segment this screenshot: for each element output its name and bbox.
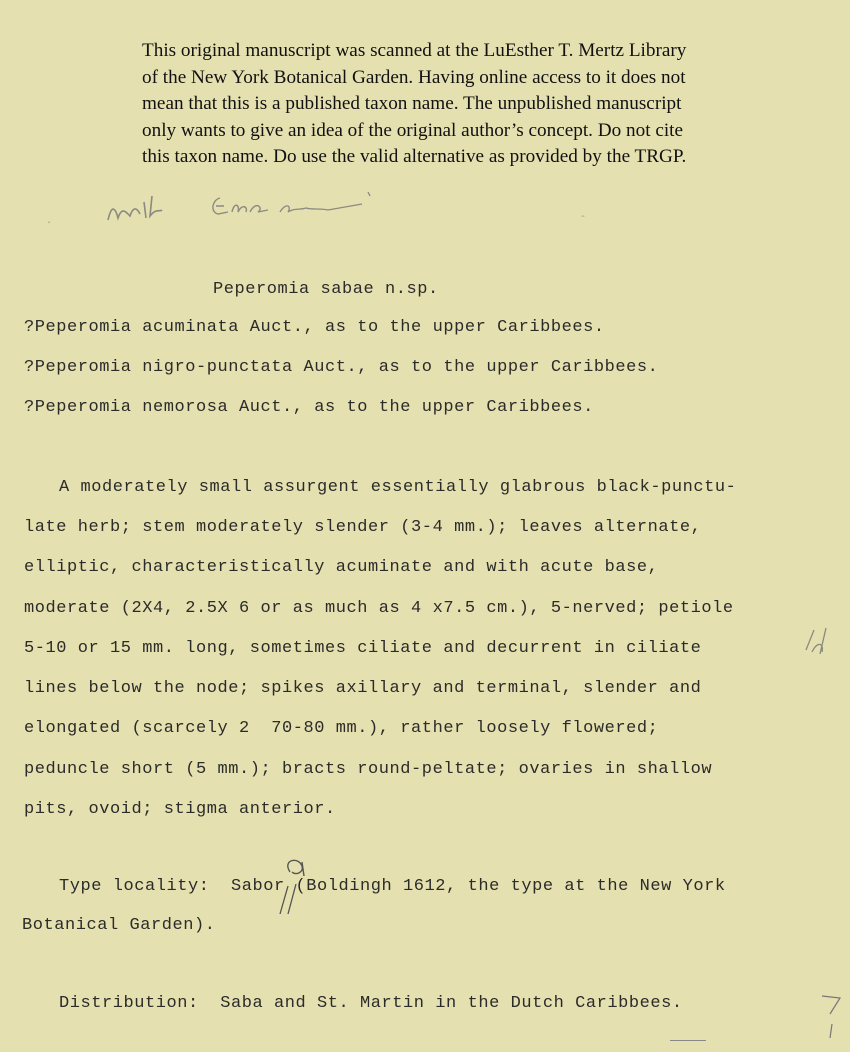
description-line: 5-10 or 15 mm. long, sometimes ciliate and decurrent in ciliate (24, 639, 702, 658)
species-title: Peperomia sabae n.sp. (213, 280, 439, 299)
disclaimer-line: only wants to give an idea of the original author’s concept. Do not cite (142, 119, 684, 141)
pencil-dot: - (580, 212, 587, 223)
description-line: late herb; stem moderately slender (3-4 mm.); leaves alternate, (24, 518, 702, 537)
synonym-line: ?Peperomia nemorosa Auct., as to the upper Caribbees. (24, 398, 594, 417)
synonym-line: ?Peperomia nigro-punctata Auct., as to the upper Caribbees. (24, 358, 659, 377)
disclaimer-notice (142, 38, 782, 171)
description-line: A moderately small assurgent essentially glabrous black-punctu- (59, 478, 737, 497)
description-line: elongated (scarcely 2 70-80 mm.), rather loosely flowered; (24, 719, 659, 738)
pencil-scribble-icon (800, 620, 834, 660)
type-locality-line: Botanical Garden). (22, 916, 216, 935)
disclaimer-line: mean that this is a published taxon name. The unpublished manuscript (142, 93, 682, 115)
disclaimer-line: of the New York Botanical Garden. Having online access to it does not (142, 66, 686, 88)
disclaimer-line: this taxon name. Do use the valid alternative as provided by the TRGP. (142, 146, 687, 168)
synonym-line: ?Peperomia acuminata Auct., as to the upper Caribbees. (24, 318, 605, 337)
description-line: moderate (2X4, 2.5X 6 or as much as 4 x7.5 cm.), 5-nerved; petiole (24, 599, 734, 618)
disclaimer-line: This original manuscript was scanned at the LuEsther T. Mertz Library (142, 40, 687, 61)
pencil-line (670, 1040, 706, 1041)
description-line: pits, ovoid; stigma anterior. (24, 800, 336, 819)
margin-mark-icon (818, 990, 846, 1040)
handwritten-annotation-icon (100, 182, 400, 232)
distribution-line: Distribution: Saba and St. Martin in the Dutch Caribbees. (59, 994, 683, 1013)
description-line: lines below the node; spikes axillary and terminal, slender and (24, 679, 702, 698)
pencil-dot: · (46, 218, 53, 229)
type-locality-line: Type locality: Sabor (Boldingh 1612, the type at the New York (59, 877, 726, 896)
description-line: peduncle short (5 mm.); bracts round-peltate; ovaries in shallow (24, 760, 713, 779)
description-line: elliptic, characteristically acuminate and with acute base, (24, 558, 659, 577)
